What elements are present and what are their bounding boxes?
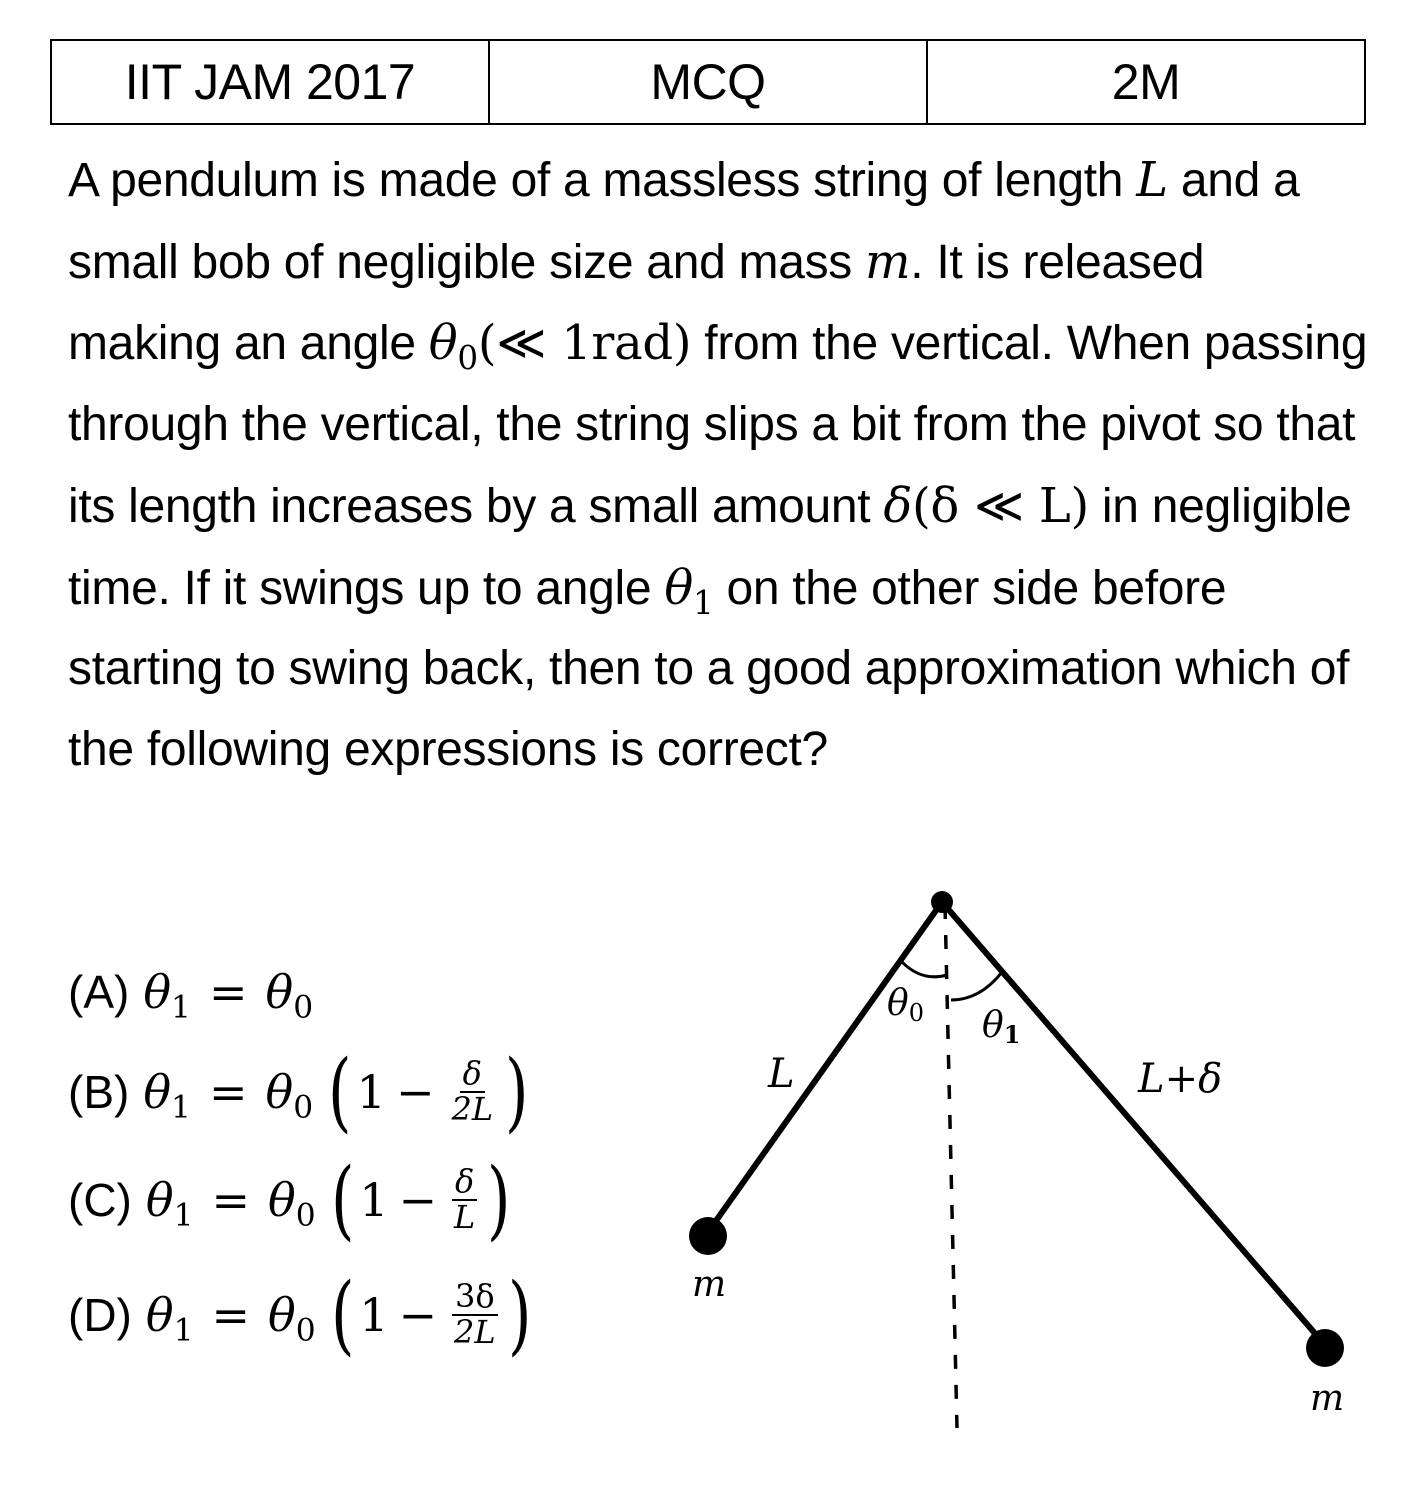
arc-theta1	[951, 972, 1002, 1000]
var-L: L	[1136, 152, 1168, 208]
question-type-cell: MCQ	[488, 41, 926, 123]
bob-left	[689, 1217, 727, 1255]
label-L-delta: L+δ	[1138, 1056, 1223, 1102]
question-segment: and a small bob of negligible size and mass	[68, 154, 1300, 289]
string-right	[942, 902, 1325, 1345]
option-expression: $\theta_1$ = $\theta_0$ ( 1 − $\frac{\delta}{L}$ )	[145, 1150, 511, 1250]
label-theta0: θ0	[887, 983, 924, 1027]
string-left	[708, 902, 942, 1232]
question-segment: . It is released making an angle	[68, 235, 1205, 371]
var-m: m	[865, 233, 911, 290]
question-segment: A pendulum is made of a massless string of length	[68, 154, 1137, 207]
question-segment: from the vertical. When passing through the vertical, the string slips a bit from the pivot so that its length increases by a small amount	[68, 317, 1368, 533]
arc-theta0	[902, 962, 947, 977]
option-a[interactable]	[68, 942, 313, 1042]
bob-right	[1306, 1329, 1344, 1367]
question-segment: in negligible time. If it swings up to angle	[68, 479, 1352, 615]
marks-cell: 2M	[926, 41, 1364, 123]
pivot	[931, 891, 953, 913]
exam-cell: IIT JAM 2017	[124, 54, 416, 110]
question-text	[68, 140, 1368, 791]
var-delta: δ	[883, 477, 912, 534]
math-small-angle: (≪ 1rad)	[477, 315, 692, 372]
label-L: L	[768, 1051, 795, 1097]
option-d[interactable]	[68, 1265, 536, 1365]
var-theta0: $\theta_0$	[428, 315, 478, 378]
option-label: (B)	[68, 1066, 130, 1118]
option-expression: $\theta_1$ = $\theta_0$	[143, 965, 314, 1026]
header-table	[50, 39, 1366, 125]
option-label: (D)	[68, 1289, 132, 1341]
option-c[interactable]	[68, 1150, 516, 1250]
option-label: (A)	[68, 966, 130, 1018]
option-label: (C)	[68, 1174, 132, 1226]
math-delta-condition: (δ ≪ L)	[911, 477, 1089, 534]
label-m-right: m	[1310, 1378, 1345, 1419]
pendulum-diagram	[660, 870, 1380, 1450]
var-theta1: $\theta_1$	[664, 559, 714, 622]
question-segment: on the other side before starting to swing back, then to a good approximation which of the following expressions is correct?	[68, 561, 1350, 776]
option-expression: $\theta_1$ = $\theta_0$ ( 1 − $\frac{\delta}{2L}$ )	[143, 1042, 529, 1142]
option-b[interactable]	[68, 1042, 534, 1142]
label-theta1: θ1	[982, 1005, 1021, 1049]
option-expression: $\theta_1$ = $\theta_0$ ( 1 − $\frac{3\delta}{2L}$ )	[145, 1265, 532, 1365]
label-m-left: m	[692, 1264, 727, 1305]
vertical-dashed-line	[945, 905, 957, 1428]
